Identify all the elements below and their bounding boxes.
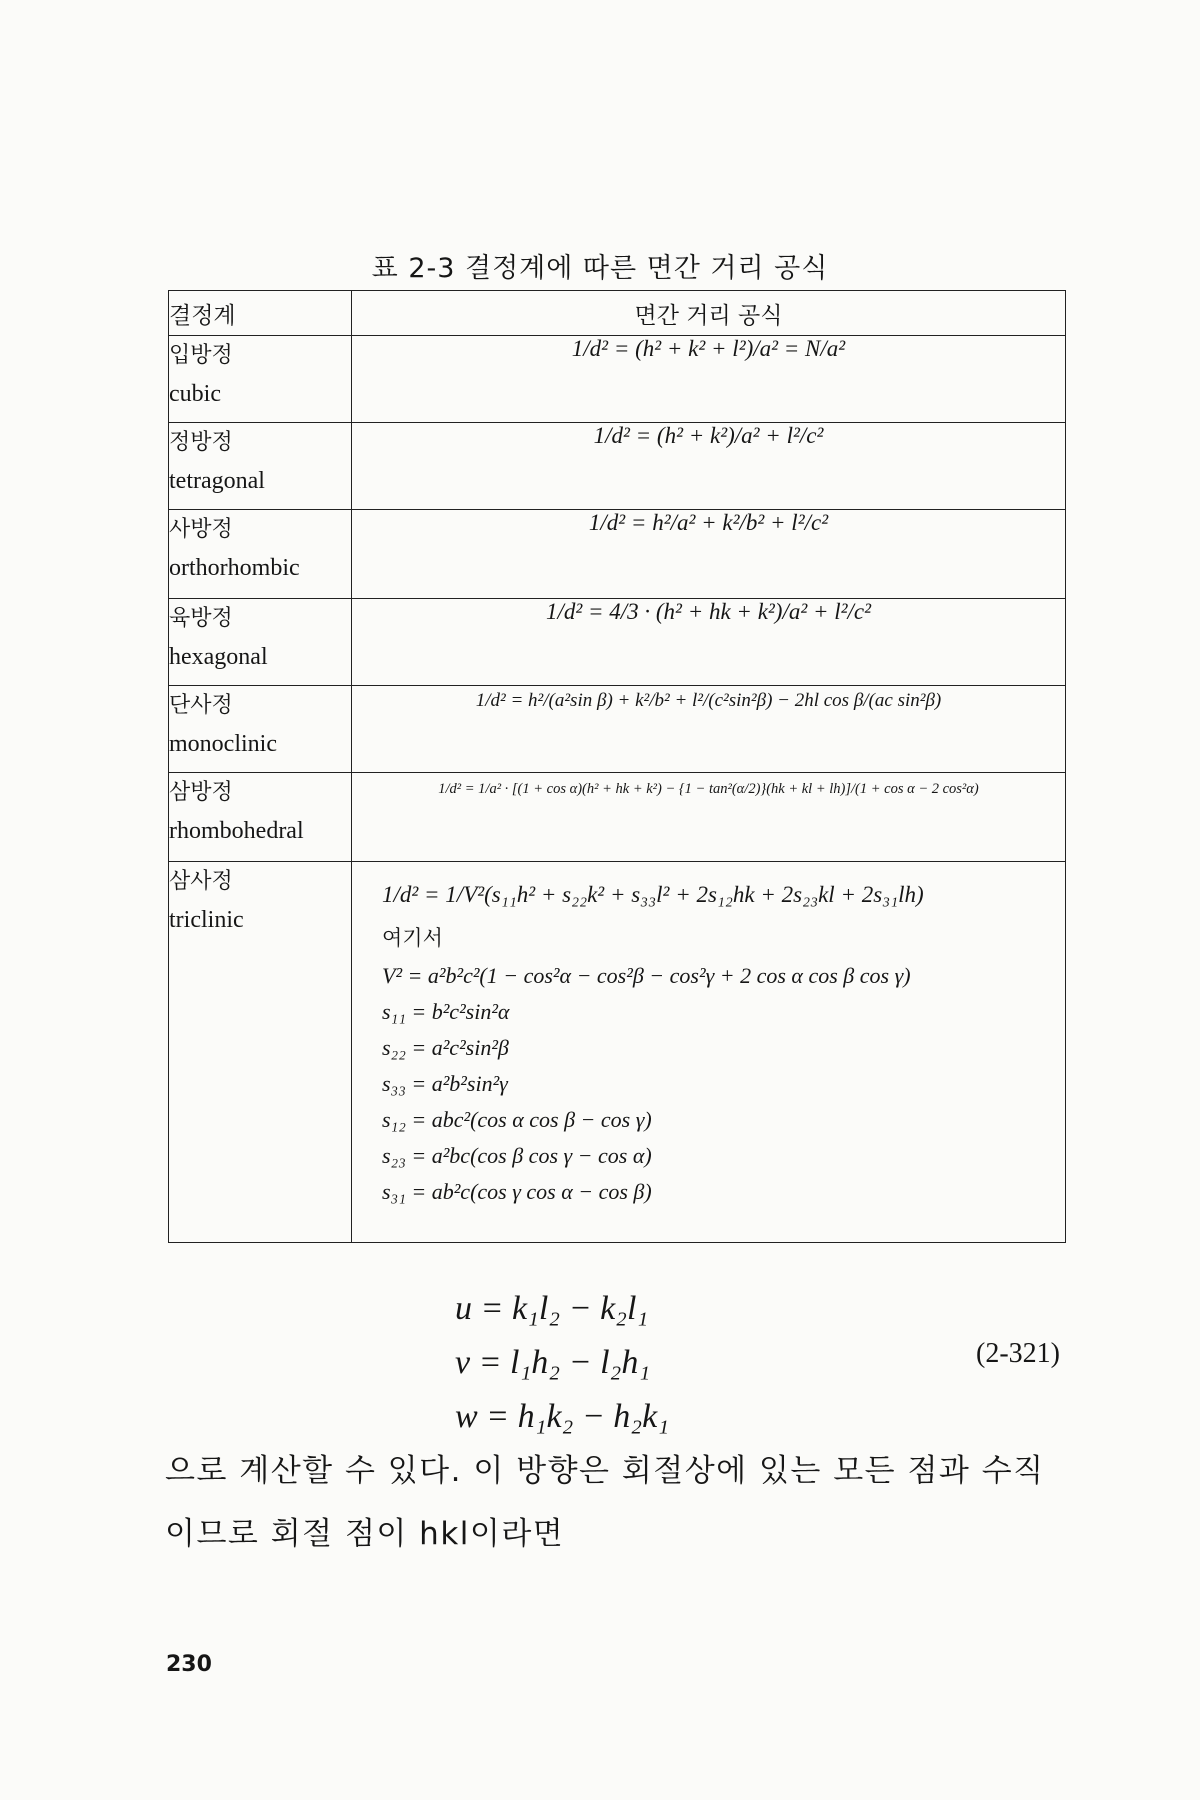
formula-cell xyxy=(352,599,1066,686)
definition-item: s₃₃ = a²b²sin²γ xyxy=(382,1071,508,1096)
formula: 1/d² = 1/V²(s₁₁h² + s₂₂k² + s₃₃l² + 2s₁₂hk + 2s₂₃kl + 2s₃₁lh) xyxy=(382,882,924,907)
formula-cell xyxy=(352,336,1066,423)
where-label: 여기서 xyxy=(382,926,443,950)
definition-item: s₁₂ = abc²(cos α cos β − cos γ) xyxy=(382,1107,652,1132)
definition-list xyxy=(352,952,1065,1210)
formula: 1/d² = 1/a² · [(1 + cos α)(h² + hk + k²) − {1 − tan²(α/2)}(hk + kl + lh)]/(1 + cos α − 2 cos²α) xyxy=(438,781,979,797)
system-cell xyxy=(169,599,352,686)
table-row xyxy=(169,686,1066,773)
table-row xyxy=(169,862,1066,1243)
system-name-ko: 정방정 xyxy=(169,430,233,455)
formula: 1/d² = (h² + k² + l²)/a² = N/a² xyxy=(571,336,846,361)
system-name-ko: 단사정 xyxy=(169,693,233,718)
formula: 1/d² = 4/3 · (h² + hk + k²)/a² + l²/c² xyxy=(545,599,872,624)
system-name-en: cubic xyxy=(169,381,221,407)
definition-item: s₃₁ = ab²c(cos γ cos α − cos β) xyxy=(382,1179,652,1204)
table-row xyxy=(169,510,1066,599)
table-caption: 표 2-3 결정계에 따른 면간 거리 공식 xyxy=(371,253,829,284)
formula-cell xyxy=(352,423,1066,510)
body-paragraph: 으로 계산할 수 있다. 이 방향은 회절상에 있는 모든 점과 수직이므로 회절 점이 hkl이라면 xyxy=(165,1453,1045,1552)
definition-item: V² = a²b²c²(1 − cos²α − cos²β − cos²γ + 2 cos α cos β cos γ) xyxy=(382,963,911,988)
system-name-en: tetragonal xyxy=(169,468,265,494)
system-cell xyxy=(169,862,352,1243)
system-name-ko: 입방정 xyxy=(169,343,233,368)
system-name-ko: 육방정 xyxy=(169,606,233,631)
table-row xyxy=(169,599,1066,686)
formula: 1/d² = h²/(a²sin β) + k²/b² + l²/(c²sin²β) − 2hl cos β/(ac sin²β) xyxy=(475,690,942,711)
display-equation: u = k₁l₂ − k₂l₁ xyxy=(455,1290,649,1327)
formula: 1/d² = h²/a² + k²/b² + l²/c² xyxy=(588,510,829,535)
system-name-en: orthorhombic xyxy=(169,555,300,581)
system-name-en: triclinic xyxy=(169,907,244,933)
display-equation: v = l₁h₂ − l₂h₁ xyxy=(455,1344,651,1381)
system-cell xyxy=(169,773,352,862)
table-row xyxy=(169,336,1066,423)
table-row xyxy=(169,773,1066,862)
equation-number: (2-321) xyxy=(976,1338,1060,1369)
page-number: 230 xyxy=(166,1652,212,1677)
system-cell xyxy=(169,686,352,773)
system-name-en: rhombohedral xyxy=(169,818,304,844)
formula-cell xyxy=(352,686,1066,773)
header-formula: 면간 거리 공식 xyxy=(352,291,1066,336)
system-name-ko: 삼방정 xyxy=(169,780,233,805)
system-cell xyxy=(169,336,352,423)
formula-cell xyxy=(352,510,1066,599)
interplanar-spacing-table xyxy=(168,290,1066,1243)
system-cell xyxy=(169,423,352,510)
definition-item: s₁₁ = b²c²sin²α xyxy=(382,999,510,1024)
display-equation-block xyxy=(455,1282,855,1444)
system-name-ko: 삼사정 xyxy=(169,869,233,894)
definition-item: s₂₂ = a²c²sin²β xyxy=(382,1035,509,1060)
system-name-en: hexagonal xyxy=(169,644,268,670)
display-equation: w = h₁k₂ − h₂k₁ xyxy=(455,1398,670,1435)
table-row xyxy=(169,423,1066,510)
system-name-ko: 사방정 xyxy=(169,517,233,542)
formula-cell xyxy=(352,773,1066,862)
system-name-en: monoclinic xyxy=(169,731,277,757)
system-cell xyxy=(169,510,352,599)
formula-cell xyxy=(352,862,1066,1243)
header-crystal-system: 결정계 xyxy=(169,291,352,336)
definition-item: s₂₃ = a²bc(cos β cos γ − cos α) xyxy=(382,1143,652,1168)
formula: 1/d² = (h² + k²)/a² + l²/c² xyxy=(593,423,824,448)
